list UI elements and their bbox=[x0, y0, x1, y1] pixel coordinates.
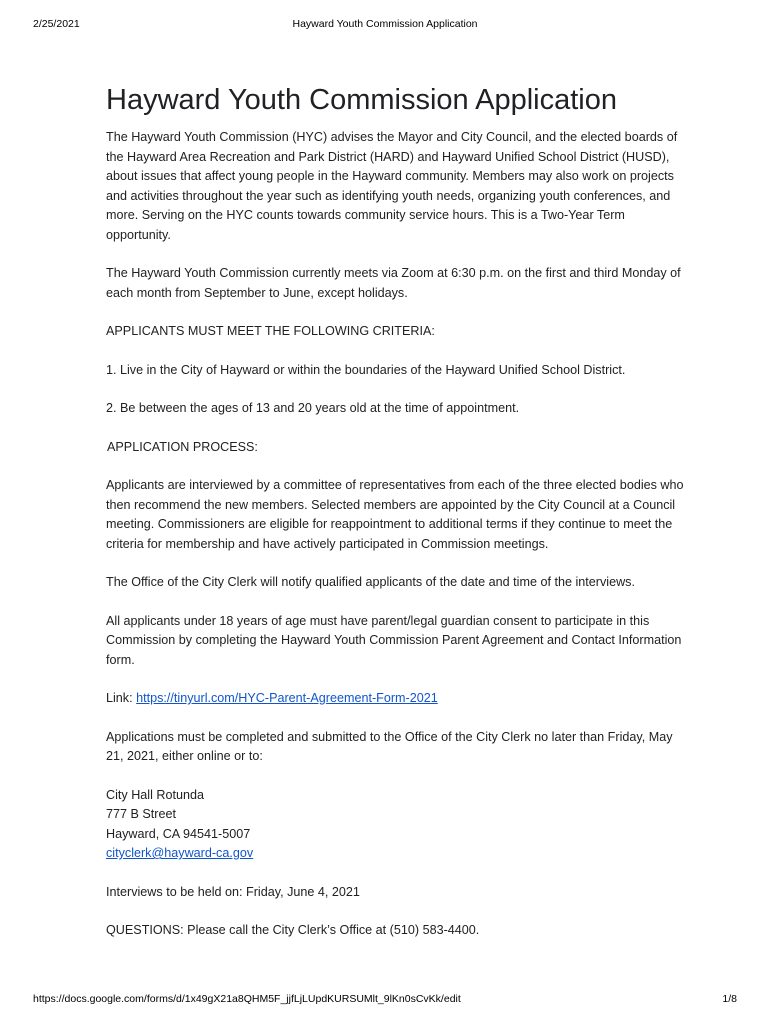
deadline-paragraph: Applications must be completed and submitted to the Office of the City Clerk no later than Friday, May 21, 2021, either online or to: bbox=[106, 729, 673, 763]
link-paragraph bbox=[106, 689, 686, 709]
address-line-1: City Hall Rotunda bbox=[106, 787, 204, 802]
print-footer bbox=[0, 993, 770, 1007]
form-title: Hayward Youth Commission Application bbox=[106, 84, 617, 116]
print-url: https://docs.google.com/forms/d/1x49gX21a8QHM5F_jjfLjLUpdKURSUMlt_9lKn0sCvKk/edit bbox=[33, 993, 461, 1005]
parent-agreement-link[interactable]: https://tinyurl.com/HYC-Parent-Agreement-Form-2021 bbox=[136, 691, 438, 705]
process-heading: APPLICATION PROCESS: bbox=[107, 439, 258, 454]
print-page-title: Hayward Youth Commission Application bbox=[292, 18, 478, 30]
page-number: 1/8 bbox=[722, 993, 737, 1005]
criteria-heading: APPLICANTS MUST MEET THE FOLLOWING CRITERIA: bbox=[106, 324, 435, 338]
address-line-3: Hayward, CA 94541-5007 bbox=[106, 826, 251, 841]
meetings-paragraph: The Hayward Youth Commission currently meets via Zoom at 6:30 p.m. on the first and third Monday of each month from September to June, except holidays. bbox=[106, 266, 681, 300]
clerk-email-link[interactable]: cityclerk@hayward-ca.gov bbox=[106, 846, 254, 860]
consent-paragraph: All applicants under 18 years of age must have parent/legal guardian consent to participate in this Commission by completing the Hayward Youth Commission Parent Agreement and Contact Information form. bbox=[106, 613, 682, 667]
criteria-item-1: 1. Live in the City of Hayward or within the boundaries of the Hayward Unified School District. bbox=[106, 362, 626, 377]
criteria-item-2: 2. Be between the ages of 13 and 20 years old at the time of appointment. bbox=[106, 401, 520, 415]
questions-paragraph: QUESTIONS: Please call the City Clerk’s Office at (510) 583-4400. bbox=[106, 923, 480, 937]
process-paragraph: Applicants are interviewed by a committee of representatives from each of the three elected bodies who then recommend the new members. Selected members are appointed by the City Council at a Council meeting. Commissioners are eligible for reappointment to additional terms if they continue to meet the criteria for membership and have actively participated in Commission meetings. bbox=[106, 478, 684, 551]
interviews-paragraph: Interviews to be held on: Friday, June 4, 2021 bbox=[106, 884, 360, 899]
notify-paragraph: The Office of the City Clerk will notify qualified applicants of the date and time of the interviews. bbox=[106, 575, 635, 589]
print-date: 2/25/2021 bbox=[33, 18, 80, 30]
intro-paragraph: The Hayward Youth Commission (HYC) advises the Mayor and City Council, and the elected boards of the Hayward Area Recreation and Park District (HARD) and Hayward Unified School District (HUSD), about issues that affect young people in the Hayward community. Members may also work on projects and activities throughout the year such as identifying youth needs, organizing youth conferences, and more. Serving on the HYC counts towards community service hours. This is a Two-Year Term opportunity. bbox=[106, 130, 678, 242]
address-line-2: 777 B Street bbox=[106, 807, 177, 821]
address-block bbox=[106, 786, 686, 864]
form-body bbox=[106, 80, 686, 960]
link-label: Link: bbox=[106, 691, 137, 705]
